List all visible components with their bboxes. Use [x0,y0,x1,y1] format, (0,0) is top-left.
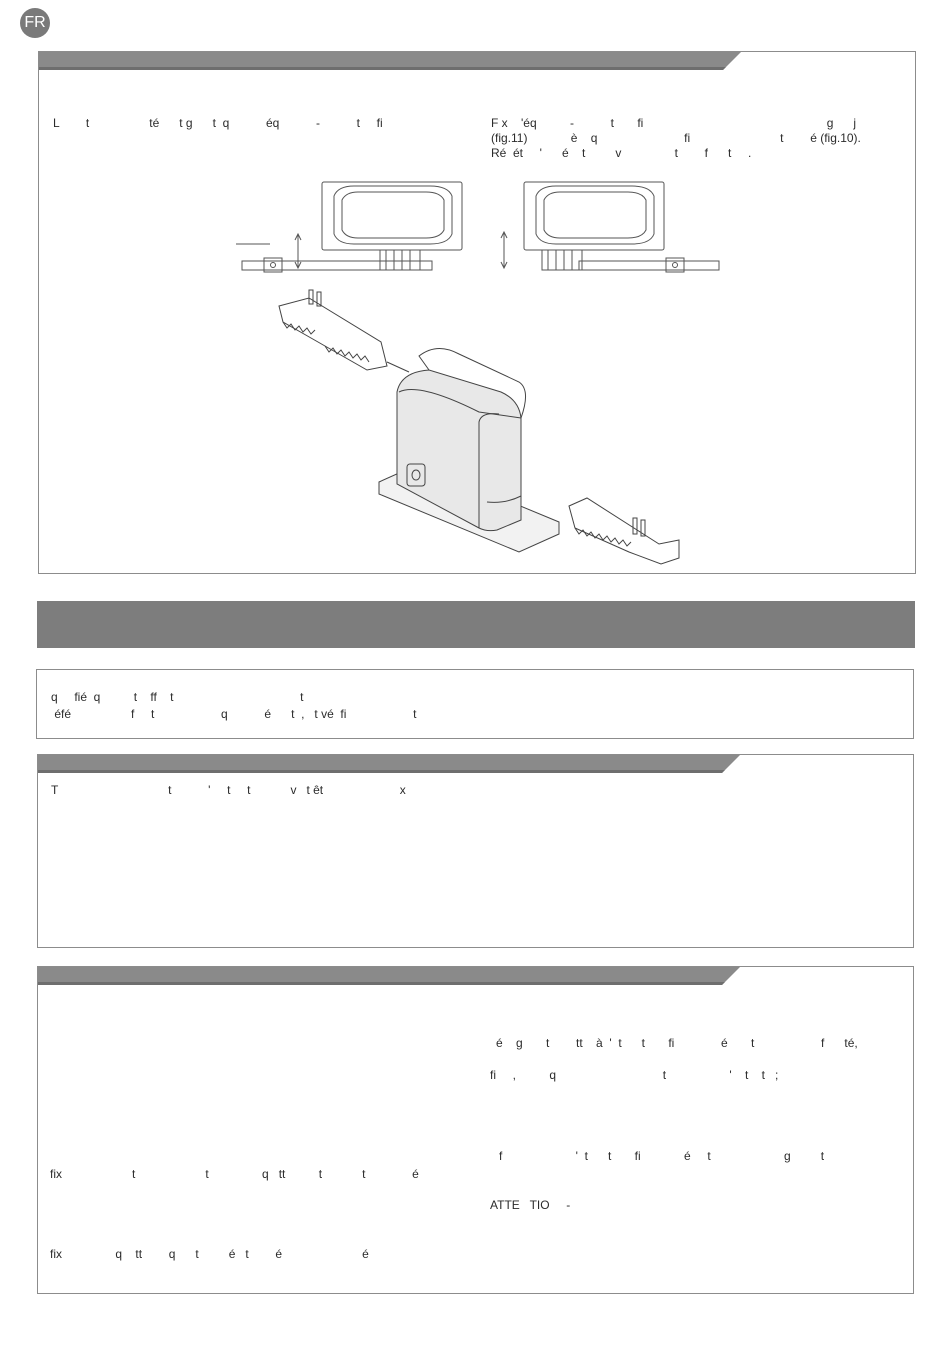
section-4-attention: ATTE TIO - [490,1198,571,1212]
section-3-line-1: T t ' t t v t êt x [51,783,406,797]
section-4-right-line-2: fi , q t ' t t ; [490,1068,779,1082]
installation-section [38,51,916,574]
right-instruction-line-1: F x 'éq - t fi g j [491,116,857,130]
section-4-box [37,966,914,1294]
verification-line-2: éfé f t q é t , t vé fi t [51,707,417,721]
section-4-left-fix-1: fix t t q tt t t é [50,1167,419,1181]
section-4-left-fix-2: fix q tt q t é t é é [50,1247,369,1261]
section-tab-bar [38,755,740,773]
section-header-bar [37,601,915,648]
section-4-right-line-1: é g t tt à ' t t fi é t f té, [496,1036,858,1050]
verification-line-1: q fié q t ff t t [51,690,304,704]
right-instruction-line-2: (fig.11) è q fi t é (fig.10). [491,131,861,145]
language-badge: FR [20,8,50,38]
section-tab-bar [39,52,741,70]
section-tab-bar [38,967,740,985]
fig-motor-isometric [269,282,699,572]
right-instruction-line-3: Ré ét ' é t v t f t . [491,146,752,160]
section-3-box [37,754,914,948]
fig-motor-rack-side-views [234,172,724,282]
verification-note-box [36,669,914,739]
section-4-right-line-3: f ' t t fi é t g t [499,1149,825,1163]
left-instruction-text: L t té t g t q éq - t fi [53,116,383,130]
